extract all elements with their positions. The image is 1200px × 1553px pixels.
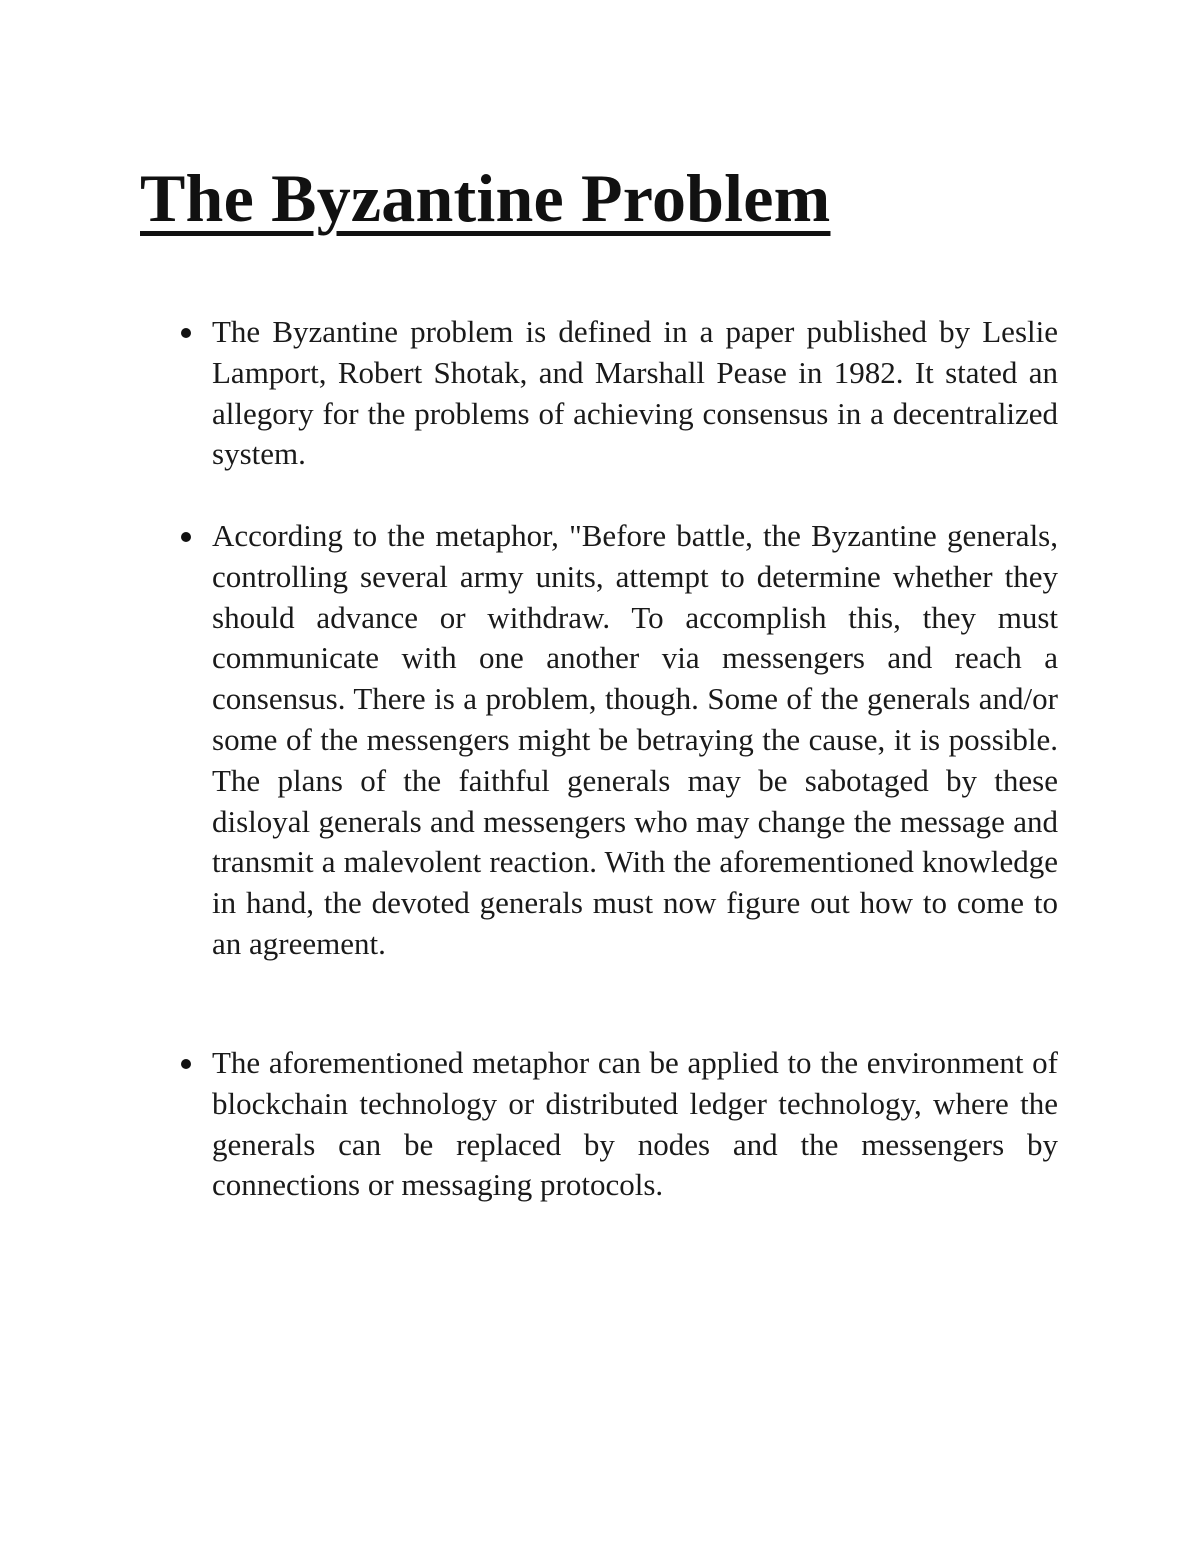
list-item — [212, 312, 1058, 475]
bullet-dot-icon — [181, 1059, 191, 1069]
list-item — [212, 1043, 1058, 1206]
bullet-dot-icon — [181, 532, 191, 542]
bullet-text: The aforementioned metaphor can be applied to the environment of blockchain technology or distributed ledger technology, where the generals can be replaced by nodes and the messengers by connections or messaging protocols. — [212, 1045, 1058, 1203]
page-title: The Byzantine Problem — [140, 160, 831, 236]
bullet-text: According to the metaphor, "Before battle, the Byzantine generals, controlling several army units, attempt to determine whether they should advance or withdraw. To accomplish this, they must communicate with one another via messengers and reach a consensus. There is a problem, though. Some of the generals and/or some of the messengers might be betraying the cause, it is possible. The plans of the faithful generals may be sabotaged by these disloyal generals and messengers who may change the message and transmit a malevolent reaction. With the aforementioned knowledge in hand, the devoted generals must now figure out how to come to an agreement. — [212, 518, 1058, 961]
list-item — [212, 516, 1058, 965]
bullet-text: The Byzantine problem is defined in a paper published by Leslie Lamport, Robert Shotak, and Marshall Pease in 1982. It stated an allegory for the problems of achieving consensus in a decentralized system. — [212, 314, 1058, 472]
bullet-dot-icon — [181, 328, 191, 338]
